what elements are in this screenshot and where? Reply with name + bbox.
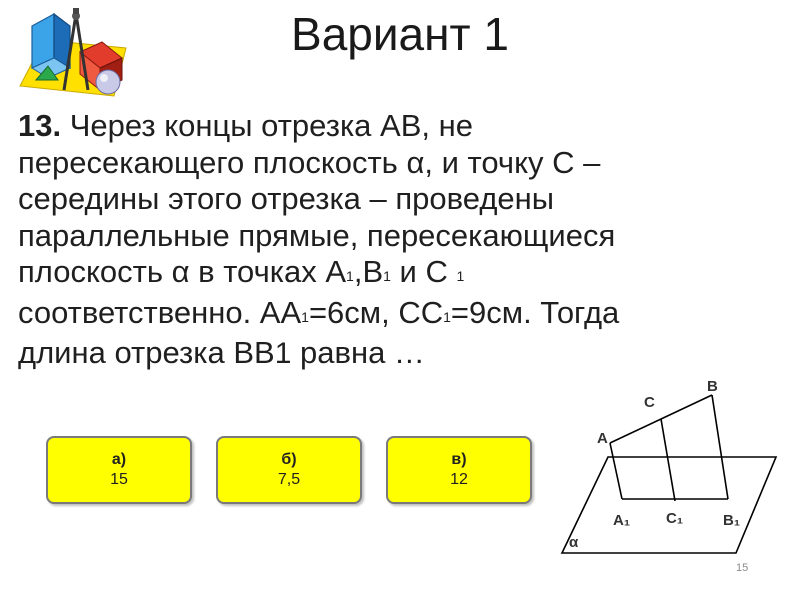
plane-alpha <box>562 457 776 553</box>
problem-line: пересекающего плоскость α, и точку С – <box>18 144 601 180</box>
problem-line: 13. Через концы отрезка АВ, не <box>18 108 473 143</box>
label-a: A <box>597 430 608 447</box>
page-number: 15 <box>736 562 749 574</box>
problem-line: длина отрезка ВВ1 равна … <box>18 335 425 370</box>
segment-cc1 <box>661 419 675 501</box>
label-c: C <box>644 394 655 411</box>
answer-label: в) <box>451 451 467 468</box>
problem-line: соответственно. $АА_1=6см$, $СС_1=9см$. Тогда <box>18 294 620 330</box>
label-alpha: α <box>569 534 579 551</box>
answer-button-c[interactable] <box>386 436 532 504</box>
answer-value: 15 <box>110 471 128 488</box>
label-c1: C₁ <box>666 510 684 527</box>
problem-text <box>18 108 748 373</box>
answer-button-a[interactable] <box>46 436 192 504</box>
segment-aa1 <box>610 443 622 499</box>
answer-value: 7,5 <box>277 471 301 488</box>
label-b: B <box>707 378 718 395</box>
geometry-figure <box>560 375 785 560</box>
problem-number: 13. <box>18 108 62 143</box>
slide-title: Вариант 1 <box>291 8 509 60</box>
answer-value: 12 <box>450 471 468 488</box>
problem-line: середины этого отрезка – проведены <box>18 181 555 216</box>
label-b1: B₁ <box>723 512 741 529</box>
answer-label: а) <box>111 451 127 468</box>
problem-line: параллельные прямые, пересекающиеся <box>18 217 616 253</box>
problem-line: плоскость α в точках $А_1,В_1$ и С $_1$ <box>18 254 465 289</box>
label-a1: A₁ <box>613 512 631 529</box>
answer-label: б) <box>281 451 297 468</box>
geometry-logo-icon <box>14 8 132 100</box>
segment-bb1 <box>712 395 728 499</box>
answer-button-b[interactable] <box>216 436 362 504</box>
